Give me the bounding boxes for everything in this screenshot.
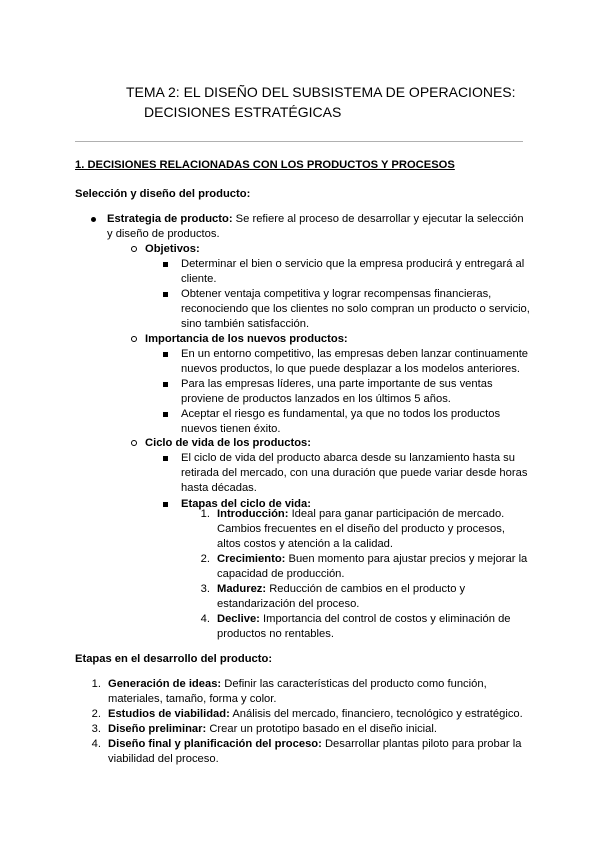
- list-item-importancia: [131, 332, 531, 347]
- bullet-circle-icon: [131, 440, 137, 446]
- document-title: [126, 82, 516, 122]
- subheading-desarrollo: Etapas en el desarrollo del producto:: [75, 653, 273, 665]
- importancia-label: Importancia de los nuevos productos:: [145, 333, 348, 345]
- etapas-label: Etapas del ciclo de vida:: [181, 498, 311, 510]
- bullet-circle-icon: [131, 336, 137, 342]
- estrategia-text-2: y diseño de productos.: [107, 228, 220, 240]
- list-item: 2. Crecimiento: Buen momento para ajustar precios y mejorar la capacidad de producción.: [200, 553, 528, 580]
- list-item: 4. Diseño final y planificación del proceso: Desarrollar plantas piloto para probar la viabilidad del proceso.: [91, 738, 522, 765]
- bullet-square-icon: [163, 262, 168, 267]
- bullet-square-icon: [163, 292, 168, 297]
- bullet-square-icon: [163, 412, 168, 417]
- list-item: 3. Diseño preliminar: Crear un prototipo basado en el diseño inicial.: [91, 723, 437, 735]
- importancia-list: [163, 347, 533, 437]
- title-line-1: TEMA 2: EL DISEÑO DEL SUBSISTEMA DE OPERACIONES:: [126, 84, 516, 100]
- bullet-dot-icon: [91, 217, 96, 222]
- list-item: Aceptar el riesgo es fundamental, ya que no todos los productos nuevos tienen éxito.: [163, 407, 533, 437]
- list-item-ciclo: [131, 436, 531, 451]
- bullet-square-icon: [163, 502, 168, 507]
- estrategia-text-1: Se refiere al proceso de desarrollar y ejecutar la selección: [232, 213, 524, 225]
- horizontal-divider: [75, 141, 523, 142]
- ciclo-label: Ciclo de vida de los productos:: [145, 437, 311, 449]
- section-heading: 1. DECISIONES RELACIONADAS CON LOS PRODUCTOS Y PROCESOS: [75, 159, 455, 171]
- desarrollo-list: [87, 677, 527, 767]
- bullet-square-icon: [163, 456, 168, 461]
- subheading-seleccion: Selección y diseño del producto:: [75, 188, 251, 200]
- list-item: 1. Generación de ideas: Definir las características del producto como función, materiales, tamaño, forma y color.: [91, 678, 487, 705]
- list-item: 4. Declive: Importancia del control de costos y eliminación de productos no rentables.: [200, 613, 511, 640]
- list-item: En un entorno competitivo, las empresas deben lanzar continuamente nuevos productos, lo que puede desplazar a los modelos anteriores.: [163, 347, 533, 377]
- estrategia-label: Estrategia de producto:: [107, 213, 233, 225]
- list-item: Determinar el bien o servicio que la empresa producirá y entregará al cliente.: [163, 257, 533, 287]
- list-item: Obtener ventaja competitiva y lograr recompensas financieras, reconociendo que los clientes no solo compran un producto o servicio, sino también satisfacción.: [163, 287, 533, 332]
- list-item: Para las empresas líderes, una parte importante de sus ventas proviene de productos lanzados en los últimos 5 años.: [163, 377, 533, 407]
- bullet-square-icon: [163, 382, 168, 387]
- ciclo-list: [163, 451, 533, 512]
- list-item: 2. Estudios de viabilidad: Análisis del mercado, financiero, tecnológico y estratégico.: [91, 708, 523, 720]
- list-item-objetivos: [131, 242, 531, 257]
- bullet-square-icon: [163, 352, 168, 357]
- title-line-2: DECISIONES ESTRATÉGICAS: [144, 104, 342, 120]
- list-item-estrategia: [91, 212, 531, 242]
- objetivos-label: Objetivos:: [145, 243, 200, 255]
- bullet-circle-icon: [131, 246, 137, 252]
- list-item: 1. Introducción: Ideal para ganar participación de mercado. Cambios frecuentes en el diseño del producto y procesos, altos costos y atención a la calidad.: [200, 508, 505, 550]
- list-item: El ciclo de vida del producto abarca desde su lanzamiento hasta su retirada del mercado, con una duración que puede variar desde horas hasta décadas.: [163, 451, 533, 496]
- etapas-ciclo-list: [196, 507, 536, 642]
- objetivos-list: [163, 257, 533, 332]
- list-item: 3. Madurez: Reducción de cambios en el producto y estandarización del proceso.: [200, 583, 466, 610]
